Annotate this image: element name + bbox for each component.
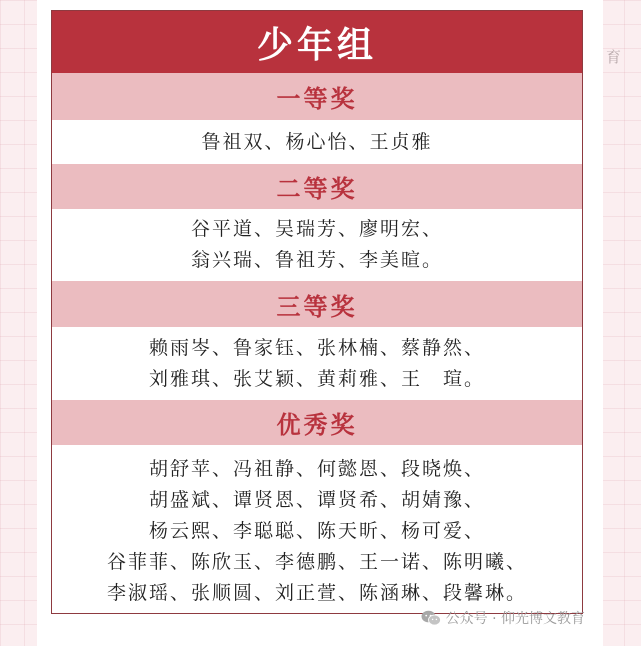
name-line: 谷菲菲、陈欣玉、李德鹏、王一诺、陈明曦、 bbox=[106, 550, 527, 573]
name-line: 刘雅琪、张艾颖、黄莉雅、王 瑄。 bbox=[148, 367, 485, 390]
watermark bbox=[421, 608, 585, 628]
wechat-icon bbox=[421, 610, 441, 626]
name-line: 翁兴瑞、鲁祖芳、李美暄。 bbox=[190, 249, 443, 271]
award-list-third bbox=[52, 327, 582, 400]
name-line: 杨云熙、李聪聪、陈天昕、杨可爱、 bbox=[148, 519, 485, 542]
award-list-frame bbox=[51, 10, 583, 614]
name-line: 胡舒苹、冯祖静、何懿恩、段晓焕、 bbox=[148, 457, 485, 480]
name-line: 李淑瑶、张顺圆、刘正萱、陈涵琳、段馨琳。 bbox=[106, 581, 527, 604]
name-line: 谷平道、吴瑞芳、廖明宏、 bbox=[190, 218, 443, 240]
page-title: 少年组 bbox=[52, 11, 582, 73]
award-header-excellent: 优秀奖 bbox=[52, 400, 582, 445]
award-list-excellent bbox=[52, 445, 582, 613]
name-line: 胡盛斌、谭贤恩、谭贤希、胡婧豫、 bbox=[148, 488, 485, 511]
award-list-second bbox=[52, 209, 582, 281]
award-header-first: 一等奖 bbox=[52, 73, 582, 120]
award-header-third: 三等奖 bbox=[52, 281, 582, 327]
side-glyph: 育 bbox=[605, 48, 621, 66]
watermark-text: 公众号 · 仰光博文教育 bbox=[445, 611, 585, 627]
award-list-first bbox=[52, 120, 582, 164]
award-header-second: 二等奖 bbox=[52, 164, 582, 209]
name-line: 赖雨岑、鲁家钰、张林楠、蔡静然、 bbox=[148, 336, 485, 359]
name-line: 鲁祖双、杨心怡、王贞雅 bbox=[201, 130, 433, 153]
